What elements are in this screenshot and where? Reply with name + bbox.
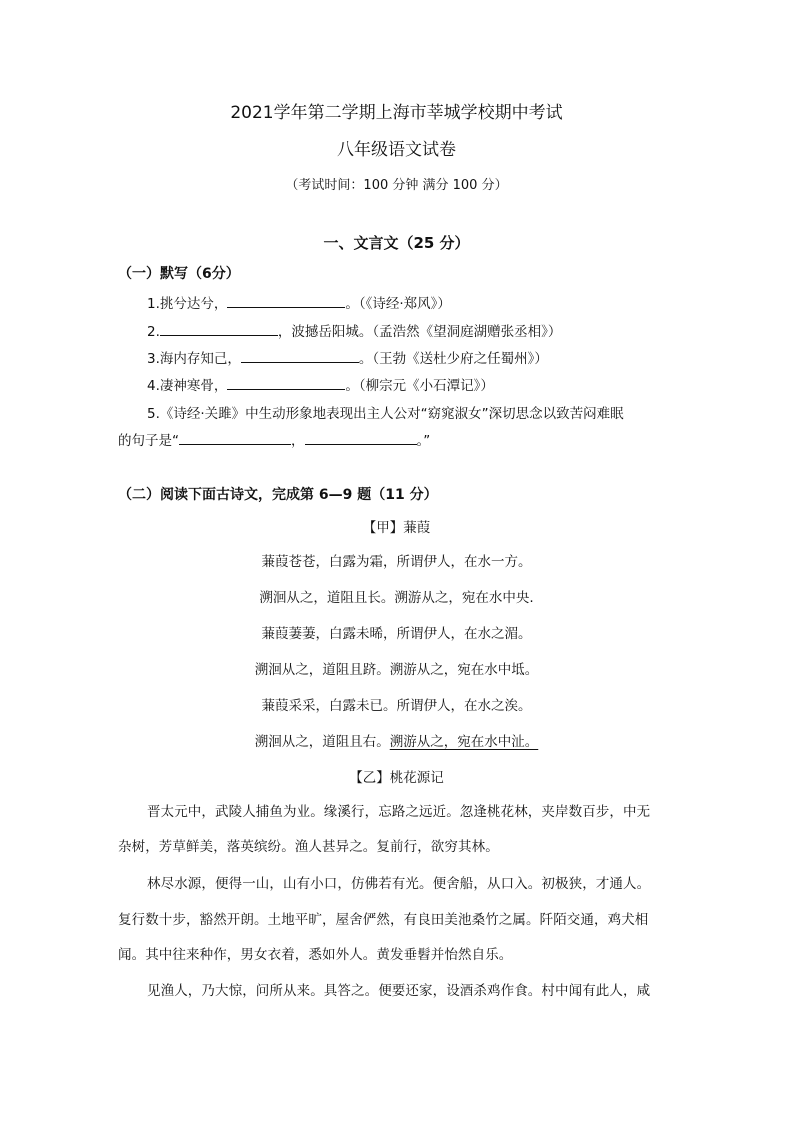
prose-line: 闻。其中往来种作，男女衣着，悉如外人。黄发垂髫并怡然自乐。 (118, 947, 513, 963)
q1-pre: 1.挑兮达兮， (147, 296, 228, 312)
q3-pre: 3.海内存知己， (147, 351, 241, 367)
question-4 (147, 374, 494, 394)
prose-line: 林尽水源，便得一山，山有小口，仿佛若有光。便舍船，从口入。初极狭，才通人。 (147, 876, 651, 892)
q5-pre: 的句子是“ (118, 433, 179, 449)
exam-subtitle: 八年级语文试卷 (337, 140, 456, 160)
answer-blank (179, 430, 291, 445)
poem-line-last (0, 730, 793, 750)
answer-blank (160, 321, 278, 336)
poem-title: 【甲】蒹葭 (362, 520, 431, 536)
q2-post: ，波撼岳阳城。（孟浩然《望洞庭湖赠张丞相》） (277, 324, 562, 340)
q3-post: 。（王勃《送杜少府之任蜀州》） (358, 351, 548, 367)
poem-line: 溯洄从之，道阻且长。溯游从之，宛在水中央. (259, 590, 534, 606)
section-heading: 一、文言文（25 分） (323, 234, 470, 252)
answer-blank (305, 430, 417, 445)
poem-line: 溯洄从之，道阻且跻。溯游从之，宛在水中坻。 (254, 662, 539, 678)
question-2 (147, 320, 561, 340)
q4-post: 。（柳宗元《小石潭记》） (345, 378, 494, 394)
poem-line: 蒹葭苍苍，白露为霜，所谓伊人，在水一方。 (261, 554, 532, 570)
part2-heading: （二）阅读下面古诗文，完成第 6—9 题（11 分） (118, 487, 438, 503)
exam-note: （考试时间：100 分钟 满分 100 分） (285, 178, 508, 193)
q5-mid: ， (291, 433, 305, 449)
part1-heading: （一）默写（6分） (118, 266, 240, 282)
answer-blank (241, 348, 359, 363)
q2-pre: 2. (147, 324, 160, 340)
prose-line: 晋太元中，武陵人捕鱼为业。缘溪行，忘路之远近。忽逢桃花林，夹岸数百步，中无 (147, 804, 651, 820)
question-5-line2 (118, 429, 430, 449)
q5-post: 。” (416, 433, 431, 449)
poem-line: 蒹葭采采，白露未已。所谓伊人，在水之涘。 (261, 698, 532, 714)
answer-blank (227, 375, 345, 390)
poem-line: 蒹葭萋萋，白露未晞，所谓伊人，在水之湄。 (261, 626, 532, 642)
prose-line: 见渔人，乃大惊，问所从来。具答之。便要还家，设酒杀鸡作食。村中闻有此人，咸 (147, 983, 651, 999)
exam-title: 2021学年第二学期上海市莘城学校期中考试 (230, 103, 563, 123)
q4-pre: 4.凄神寒骨， (147, 378, 228, 394)
question-1 (147, 292, 451, 312)
answer-blank (227, 293, 345, 308)
prose-line: 杂树，芳草鲜美，落英缤纷。渔人甚异之。复前行，欲穷其林。 (118, 839, 499, 855)
poem-last-underlined: 溯游从之，宛在水中沚。 (389, 734, 539, 750)
question-3 (147, 347, 548, 367)
prose-title: 【乙】桃花源记 (349, 770, 444, 786)
poem-last-pre: 溯洄从之，道阻且右。 (254, 734, 390, 750)
prose-line: 复行数十步，豁然开朗。土地平旷，屋舍俨然，有良田美池桑竹之属。阡陌交通，鸡犬相 (118, 912, 649, 928)
q1-post: 。（《诗经·郑风》） (345, 296, 451, 312)
question-5-line1: 5.《诗经·关雎》中生动形象地表现出主人公对“窈窕淑女”深切思念以致苦闷难眠 (147, 406, 624, 422)
